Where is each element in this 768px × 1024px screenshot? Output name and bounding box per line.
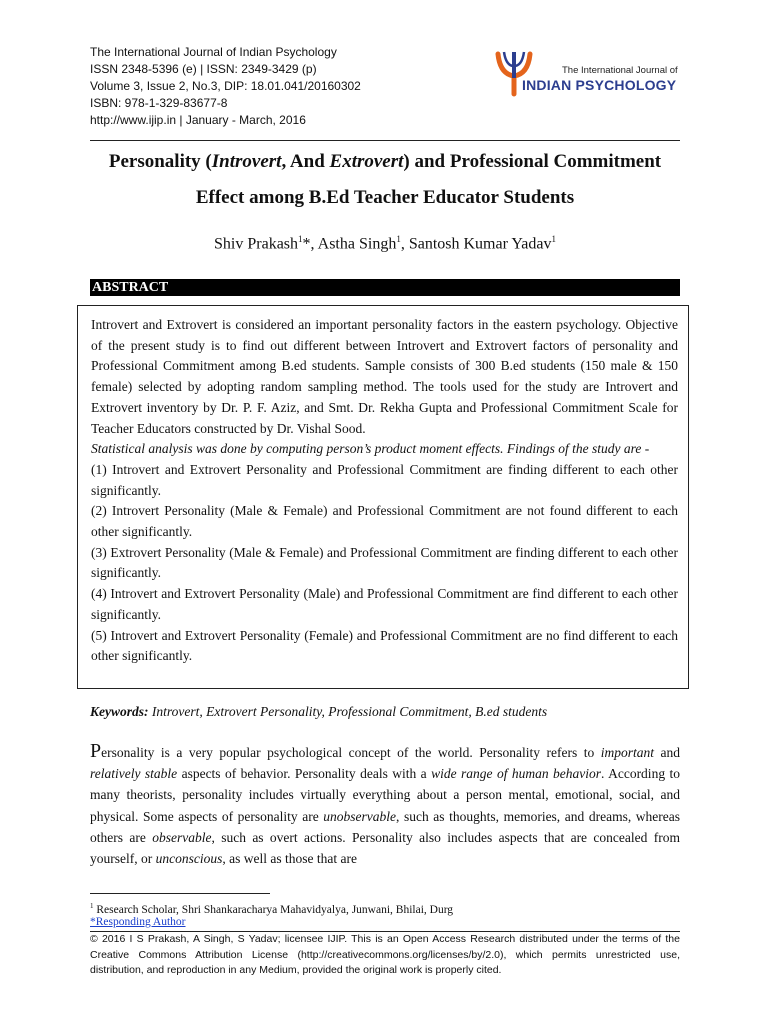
keywords-line [90,704,547,720]
journal-logo [492,48,682,100]
paper-title-line-2: Effect among B.Ed Teacher Educator Students [195,187,575,208]
finding-1: (1) Introvert and Extrovert Personality and Professional Commitment are finding different to each other significantly. [91,461,678,498]
logo-line-1: The International Journal of [562,65,678,76]
drop-cap: P [90,740,102,762]
finding-5: (5) Introvert and Extrovert Personality (Female) and Professional Commitment are no find different to each other significantly. [91,627,678,664]
keywords-text: Introvert, Extrovert Personality, Professional Commitment, B.ed students [148,704,548,719]
author-3: Santosh Kumar Yadav [408,235,552,253]
responding-author-link[interactable]: *Responding Author [90,916,186,928]
finding-3: (3) Extrovert Personality (Male & Female) and Professional Commitment are finding different to each other significantly. [91,544,678,581]
issn-line: ISSN 2348-5396 (e) | ISSN: 2349-3429 (p) [90,62,317,76]
finding-2: (2) Introvert Personality (Male & Female) and Professional Commitment are not found different to each other significantly. [91,503,678,540]
abstract-analysis: Statistical analysis was done by computing person’s product moment effects. Findings of the study are - [91,441,650,457]
logo-line-2: INDIAN PSYCHOLOGY [522,77,677,93]
copyright-notice: © 2016 I S Prakash, A Singh, S Yadav; licensee IJIP. This is an Open Access Research distributed under the terms of the Creative Commons Attribution License (http://creativecommons.org/licenses/by/2.0), which permits unrestricted use, distribution, and reproduction in any Medium, provided the original work is properly cited. [90,933,680,976]
author-line: Shiv Prakash$^1$*, Astha Singh$^1$, Santosh Kumar Yadav$^1$ [214,234,556,253]
abstract-paragraph: Introvert and Extrovert is considered an important personality factors in the eastern psychology. Objective of the present study is to find out different between Introvert and Extrovert factors of personality and Professional Commitment among B.ed students. Sample consists of 300 B.ed students (150 male & 150 female) selected by adopting random sampling method. The tools used for the study are Introvert and Extrovert inventory by Dr. P. F. Aziz, and Smt. Dr. Rekha Gupta and Professional Commitment Scale for Teacher Educators constructed by Dr. Vishal Sood. [91,317,678,436]
author-1: Shiv Prakash [214,235,299,253]
url-date-line[interactable]: http://www.ijip.in | January - March, 2016 [90,113,306,127]
header-rule [90,140,680,141]
journal-name: The International Journal of Indian Psychology [90,45,337,59]
isbn-line: ISBN: 978-1-329-83677-8 [90,96,228,110]
author-2: Astha Singh [317,235,397,253]
finding-4: (4) Introvert and Extrovert Personality (Male) and Professional Commitment are find different to each other significantly. [91,586,678,622]
volume-line: Volume 3, Issue 2, No.3, DIP: 18.01.041/20160302 [90,79,361,93]
body-paragraph: Personality is a very popular psychological concept of the world. Personality refers to important and relatively stable aspects of behavior. Personality deals with a wide range of human behavior. According to many theorists, personality includes virtually everything about a person mental, emotional, social, and physical. Some aspects of personality are unobservable, such as thoughts, memories, and dreams, whereas others are observable, such as overt actions. Personality also includes aspects that are concealed from yourself, or unconscious, as well as those that are [90,740,680,867]
abstract-box [77,305,689,689]
footnote-1: $^1$ Research Scholar, Shri Shankaracharya Mahavidyalya, Junwani, Bhilai, Durg [90,902,454,916]
abstract-heading: ABSTRACT [90,279,680,296]
paper-title-line-1: Personality (Introvert, And Extrovert) and Professional Commitment [108,151,662,172]
keywords-label: Keywords: [90,704,149,719]
journal-header [90,44,361,129]
footnote-rule [90,893,270,894]
